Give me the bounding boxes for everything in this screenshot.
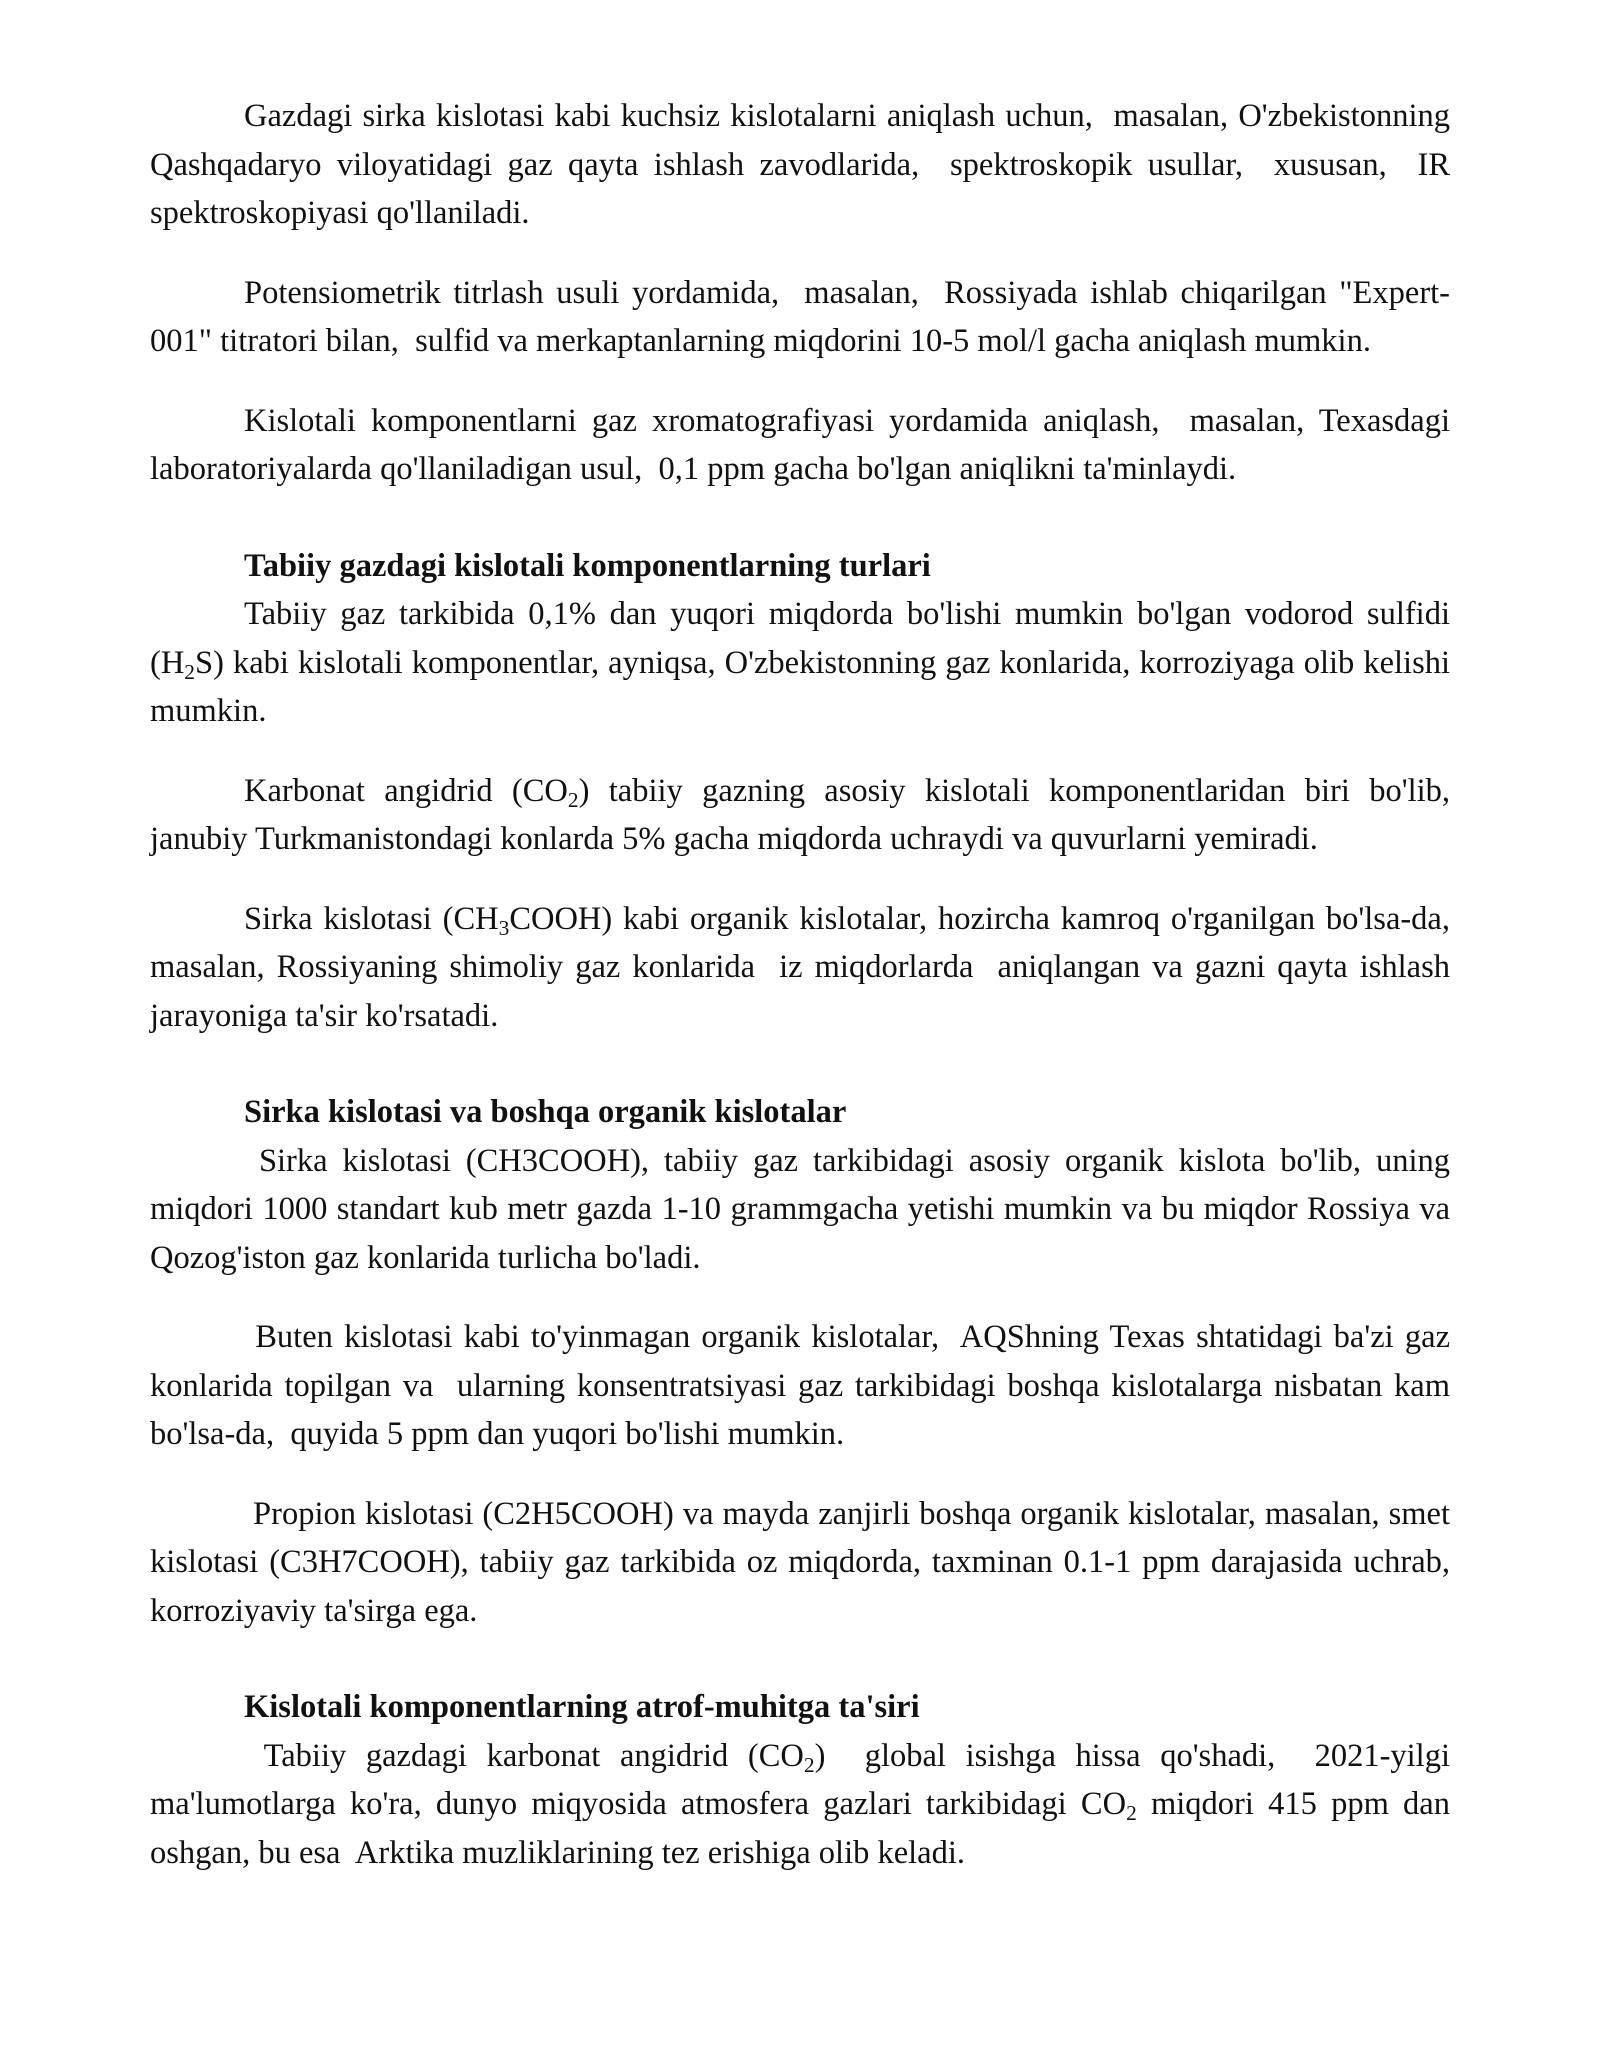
body-paragraph xyxy=(150,767,1467,864)
subscript-digit: 2 xyxy=(1126,1801,1137,1825)
paragraph-text: Karbonat angidrid (CO xyxy=(244,772,568,809)
body-paragraph xyxy=(150,1732,1459,1878)
body-paragraph xyxy=(150,895,1467,1041)
paragraph-text: miqdori 415 ppm dan oshgan, bu esa Arktika muzliklarining tez erishiga olib keladi. xyxy=(150,1786,1459,1871)
paragraph-text: Potensiometrik titrlash usuli yordamida, masalan, Rossiyada ishlab chiqarilgan "Expert-001" titratori bilan, sulfid va merkaptanlarning miqdorini 10-5 mol/l gacha aniqlash mumkin. xyxy=(150,274,1450,359)
paragraph-text: Buten kislotasi kabi to'yinmagan organik kislotalar, AQShning Texas shtatidagi ba'zi gaz konlarida topilgan va ularning konsentratsiyasi gaz tarkibidagi boshqa kislotalarga nisbatan kam bo'lsa-da, quyida 5 ppm dan yuqori bo'lishi mumkin. xyxy=(150,1319,1459,1452)
subscript-digit: 2 xyxy=(567,787,579,812)
body-paragraph xyxy=(150,590,1459,736)
paragraph-text: Propion kislotasi (C2H5COOH) va mayda zanjirli boshqa organik kislotalar, masalan, smet kislotasi (C3H7COOH), tabiiy gaz tarkibida oz miqdorda, taxminan 0.1-1 ppm darajasida uchrab, korroziyaviy ta'sirga ega. xyxy=(150,1495,1459,1629)
paragraph-text: Gazdagi sirka kislotasi kabi kuchsiz kislotalarni aniqlash uchun, masalan, O'zbekistonning Qashqadaryo viloyatidagi gaz qayta ishlash zavodlarida, spektroskopik usullar, xususan, IR spektroskopiyasi qo'llaniladi. xyxy=(150,98,1467,231)
paragraph-text: Tabiiy gazdagi karbonat angidrid (CO xyxy=(244,1737,804,1774)
subscript-digit: 3 xyxy=(498,915,510,940)
paragraph-text: S) kabi kislotali komponentlar, ayniqsa, O'zbekistonning gaz konlarida, korroziyaga olib kelishi mumkin. xyxy=(150,644,1459,729)
body-paragraph xyxy=(150,397,1459,494)
paragraph-text: COOH) kabi organik kislotalar, hozircha kamroq o'rganilgan bo'lsa-da, masalan, Rossiyaning shimoliy gaz konlarida iz miqdorlarda aniqlangan va gazni qayta ishlash jarayoniga ta'sir ko'rsatadi. xyxy=(150,900,1467,1034)
paragraph-text: Tabiiy gaz tarkibida 0,1% dan yuqori miqdorda bo'lishi mumkin bo'lgan vodorod sulfidi (H xyxy=(150,596,1459,681)
body-paragraph xyxy=(150,1313,1459,1459)
body-paragraph xyxy=(150,269,1450,366)
paragraph-text: ) tabiiy gazning asosiy kislotali komponentlaridan biri bo'lib, janubiy Turkmanistondagi konlarda 5% gacha miqdorda uchraydi va quvurlarni yemiradi. xyxy=(150,772,1467,857)
section-heading: Kislotali komponentlarning atrof-muhitga ta'siri xyxy=(244,1689,920,1725)
body-paragraph xyxy=(150,1490,1459,1636)
paragraph-text: ) global isishga hissa qo'shadi, 2021-yilgi ma'lumotlarga ko'ra, dunyo miqyosida atmosfera gazlari tarkibidagi CO xyxy=(150,1737,1459,1822)
section-heading: Tabiiy gazdagi kislotali komponentlarning turlari xyxy=(244,547,931,584)
paragraph-text: Sirka kislotasi (CH3COOH), tabiiy gaz tarkibidagi asosiy organik kislota bo'lib, uning miqdori 1000 standart kub metr gazda 1-10 grammgacha yetishi mumkin va bu miqdor Rossiya va Qozog'iston gaz konlarida turlicha bo'ladi. xyxy=(150,1142,1459,1276)
paragraph-text: Kislotali komponentlarni gaz xromatografiyasi yordamida aniqlash, masalan, Texasdagi laboratoriyalarda qo'llaniladigan usul, 0,1 ppm gacha bo'lgan aniqlikni ta'minlaydi. xyxy=(150,402,1459,487)
subscript-digit: 2 xyxy=(184,659,196,684)
section-heading: Sirka kislotasi va boshqa organik kislotalar xyxy=(244,1094,847,1130)
paragraph-text: Sirka kislotasi (CH xyxy=(244,900,499,937)
body-paragraph xyxy=(150,92,1467,238)
subscript-digit: 2 xyxy=(803,1752,815,1777)
body-paragraph xyxy=(150,1137,1459,1283)
